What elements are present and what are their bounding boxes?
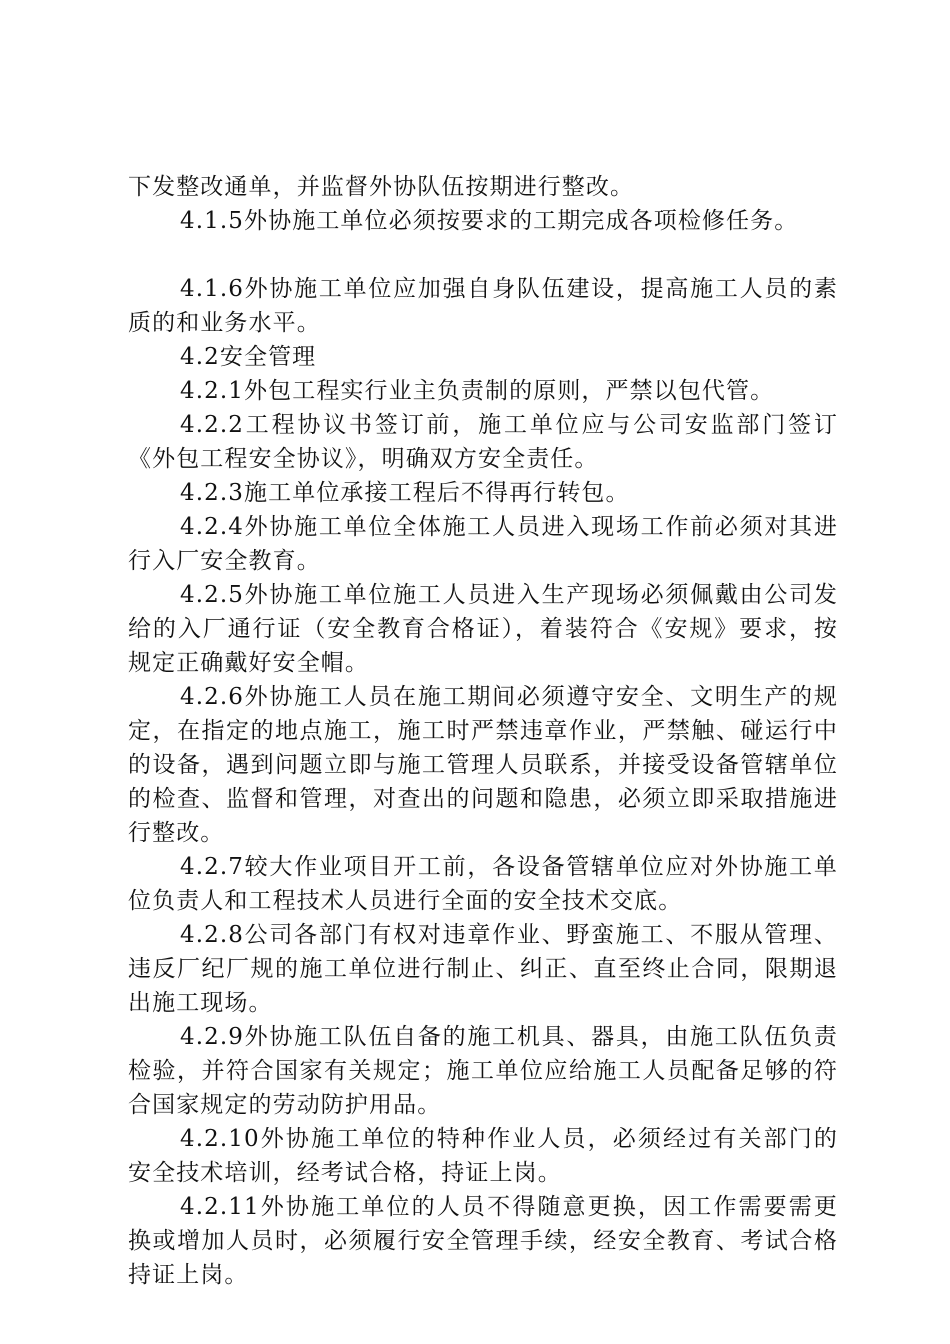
blank-line [128,238,838,272]
paragraph-4-2-8: 4.2.8公司各部门有权对违章作业、野蛮施工、不服从管理、违反厂纪厂规的施工单位进行制止、纠正、直至终止合同，限期退出施工现场。 [128,922,838,1016]
paragraph-4-1-5: 4.1.5外协施工单位必须按要求的工期完成各项检修任务。 [180,208,799,234]
document-body [128,170,838,1292]
paragraph-4-1-6: 4.1.6外协施工单位应加强自身队伍建设，提高施工人员的素质的和业务水平。 [128,276,838,336]
paragraph-4-2-6: 4.2.6外协施工人员在施工期间必须遵守安全、文明生产的规定，在指定的地点施工，施工时严禁违章作业，严禁触、碰运行中的设备，遇到问题立即与施工管理人员联系，并接受设备管辖单位的检查、监督和管理，对查出的问题和隐患，必须立即采取措施进行整改。 [128,684,838,846]
paragraph-4-2-11: 4.2.11外协施工单位的人员不得随意更换，因工作需要需更换或增加人员时，必须履行安全管理手续，经安全教育、考试合格持证上岗。 [128,1194,838,1288]
paragraph-4-2-2: 4.2.2工程协议书签订前，施工单位应与公司安监部门签订《外包工程安全协议》，明确双方安全责任。 [128,412,838,472]
paragraph-4-2-3: 4.2.3施工单位承接工程后不得再行转包。 [180,480,630,506]
paragraph-4-2-7: 4.2.7较大作业项目开工前，各设备管辖单位应对外协施工单位负责人和工程技术人员进行全面的安全技术交底。 [128,854,838,914]
paragraph-4-2-10: 4.2.10外协施工单位的特种作业人员，必须经过有关部门的安全技术培训，经考试合格，持证上岗。 [128,1126,838,1186]
paragraph-continuation: 下发整改通单，并监督外协队伍按期进行整改。 [128,174,635,200]
paragraph-4-2-9: 4.2.9外协施工队伍自备的施工机具、器具，由施工队伍负责检验，并符合国家有关规定；施工单位应给施工人员配备足够的符合国家规定的劳动防护用品。 [128,1024,838,1118]
paragraph-4-2-4: 4.2.4外协施工单位全体施工人员进入现场工作前必须对其进行入厂安全教育。 [128,514,838,574]
paragraph-4-2-1: 4.2.1外包工程实行业主负责制的原则，严禁以包代管。 [180,378,775,404]
section-heading-4-2: 4.2安全管理 [180,344,317,370]
paragraph-4-2-5: 4.2.5外协施工单位施工人员进入生产现场必须佩戴由公司发给的入厂通行证（安全教育合格证），着装符合《安规》要求，按规定正确戴好安全帽。 [128,582,838,676]
